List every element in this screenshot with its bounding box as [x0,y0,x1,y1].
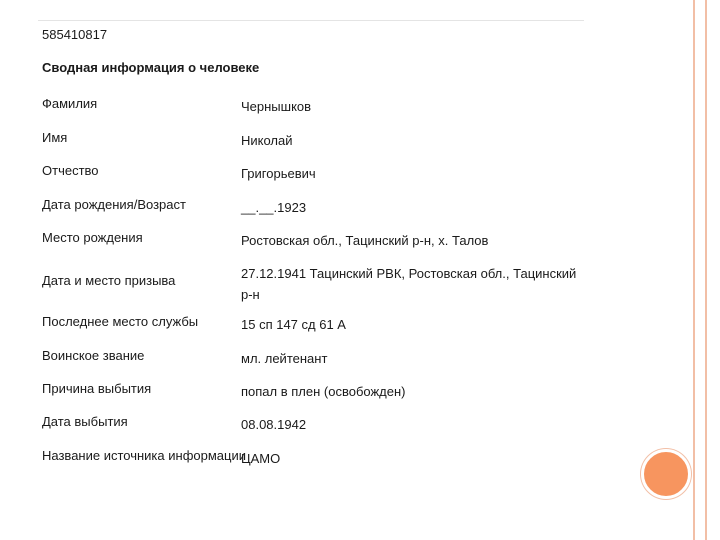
field-label: Фамилия [42,96,98,111]
field-value: попал в плен (освобожден) [241,384,406,399]
record-id: 585410817 [42,27,108,42]
field-value: 27.12.1941 Тацинский РВК, Ростовская обл., Тацинский р-н [241,266,577,302]
field-label: Последнее место службы [42,314,199,329]
field-value: 15 сп 147 сд 61 А [241,317,346,332]
field-row-birth-date [42,197,592,217]
field-label: Имя [42,130,68,145]
field-value: ЦАМО [241,451,281,466]
page-title: Сводная информация о человеке [42,60,260,75]
field-label: Название источника информации [42,448,246,463]
field-row-rank [42,348,592,368]
field-row-dropout-reason [42,381,592,401]
field-row-dropout-date [42,414,592,434]
field-value: 08.08.1942 [241,417,307,432]
field-row-source [42,448,592,468]
field-row-last-service [42,314,592,334]
right-border-line-outer [705,0,707,540]
field-row-birth-place [42,230,592,250]
field-label: Дата рождения/Возраст [42,197,186,212]
field-label: Дата и место призыва [42,273,176,288]
field-value: Ростовская обл., Тацинский р-н, х. Талов [241,233,489,248]
field-row-surname [42,96,592,116]
field-label: Дата выбытия [42,414,128,429]
field-value: Николай [241,133,293,148]
right-border-line-inner [693,0,695,540]
field-value: Чернышков [241,99,312,114]
field-label: Место рождения [42,230,143,245]
field-value: __.__.1923 [241,200,307,215]
field-label: Воинское звание [42,348,145,363]
field-row-patronymic [42,163,592,183]
field-value: Григорьевич [241,166,316,181]
field-row-first-name [42,130,592,150]
field-value: мл. лейтенант [241,351,328,366]
top-divider [38,20,584,21]
accent-circle [641,449,691,499]
field-label: Причина выбытия [42,381,152,396]
field-row-conscription [42,263,592,305]
field-label: Отчество [42,163,99,178]
